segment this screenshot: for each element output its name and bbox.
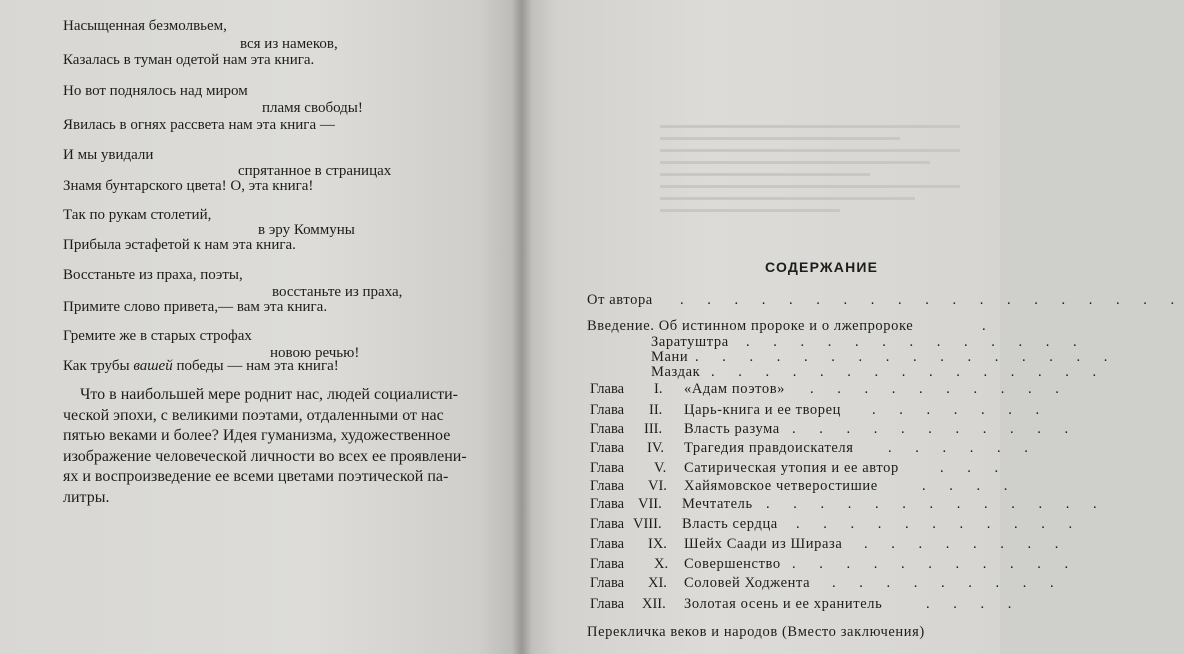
- leader-dots: .: [982, 318, 996, 334]
- chapter-label: Глава: [590, 460, 625, 476]
- chapter-title: Власть сердца: [682, 516, 778, 532]
- leader-dots: . . . .: [926, 596, 1022, 612]
- chapter-number: XII.: [642, 596, 666, 612]
- chapter-number: VIII.: [633, 516, 662, 532]
- chapter-label: Глава: [590, 402, 625, 418]
- show-through-text: [660, 116, 960, 226]
- prose-paragraph: [63, 385, 473, 508]
- leader-dots: . . . . . .: [888, 440, 1038, 456]
- toc-entry-author: От автора: [587, 292, 653, 308]
- leader-dots: . . . . . . . . . . .: [796, 516, 1083, 532]
- leader-dots: . . . . . . . . . . .: [792, 556, 1079, 572]
- toc-title: СОДЕРЖАНИЕ: [765, 259, 879, 275]
- chapter-number: IX.: [648, 536, 667, 552]
- leader-dots: . . . . . . . . . . . . .: [766, 496, 1107, 512]
- toc-sub-entry: Заратуштра: [651, 334, 729, 350]
- chapter-label: Глава: [590, 556, 625, 572]
- poem-line: Как трубы вашей победы — нам эта книга!: [63, 358, 339, 374]
- chapter-title: Соловей Ходжента: [684, 575, 811, 591]
- chapter-title: Сатирическая утопия и ее автор: [684, 460, 899, 476]
- poem-line: Знамя бунтарского цвета! О, эта книга!: [63, 178, 314, 194]
- chapter-title: Шейх Саади из Шираза: [684, 536, 843, 552]
- poem-line: И мы увидали: [63, 147, 154, 163]
- chapter-number: III.: [644, 421, 663, 437]
- chapter-number: V.: [654, 460, 667, 476]
- poem-line: Гремите же в старых строфах: [63, 328, 252, 344]
- poem-line: спрятанное в страницах: [238, 163, 392, 179]
- chapter-label: Глава: [590, 575, 625, 591]
- right-page: [520, 0, 1184, 654]
- prose-line: пятью веками и более? Идея гуманизма, художественное: [63, 427, 451, 444]
- chapter-title: Царь-книга и ее творец: [684, 402, 842, 418]
- prose-line: литры.: [63, 488, 110, 506]
- leader-dots: . . . . . . . . . . . . .: [746, 334, 1087, 350]
- chapter-label: Глава: [590, 516, 625, 532]
- toc-entry-conclusion: Перекличка веков и народов (Вместо заключения): [587, 624, 925, 640]
- poem-line: пламя свободы!: [262, 100, 363, 116]
- chapter-label: Глава: [590, 381, 625, 397]
- chapter-number: II.: [649, 402, 663, 418]
- poem-line: вся из намеков,: [240, 36, 338, 52]
- leader-dots: . . . . . . . . .: [832, 575, 1064, 591]
- leader-dots: . . . . . . . . . . . . . . . .: [695, 349, 1118, 365]
- chapter-label: Глава: [590, 536, 625, 552]
- prose-line: ях и воспроизведение ее всеми цветами поэтической па-: [63, 468, 449, 485]
- chapter-title: Совершенство: [684, 556, 781, 572]
- poem-line: Насыщенная безмолвьем,: [63, 18, 227, 34]
- chapter-title: Золотая осень и ее хранитель: [684, 596, 883, 612]
- chapter-label: Глава: [590, 421, 625, 437]
- poem-line: Явилась в огнях рассвета нам эта книга —: [63, 117, 335, 133]
- leader-dots: . . . . . . . .: [864, 536, 1069, 552]
- poem-line: Так по рукам столетий,: [63, 207, 212, 223]
- poem-line: Но вот поднялось над миром: [63, 83, 248, 99]
- toc-sub-entry: Мани: [651, 349, 689, 365]
- poem-line: Казалась в туман одетой нам эта книга.: [63, 52, 315, 68]
- poem-line: новою речью!: [270, 345, 360, 361]
- leader-dots: . . . . . . .: [872, 402, 1050, 418]
- leader-dots: . . . . . . . . . . .: [792, 421, 1079, 437]
- chapter-number: X.: [654, 556, 669, 572]
- chapter-label: Глава: [590, 440, 625, 456]
- chapter-title: «Адам поэтов»: [684, 381, 786, 397]
- book-gutter: [512, 0, 532, 654]
- leader-dots: . . .: [940, 460, 1009, 476]
- chapter-title: Трагедия правдоискателя: [684, 440, 854, 456]
- prose-line: ческой эпохи, с великими поэтами, отдаленными от нас: [63, 406, 444, 424]
- poem-line: Прибыла эстафетой к нам эта книга.: [63, 237, 296, 253]
- leader-dots: . . . . . . . . . . . . . . . . . . .: [680, 292, 1184, 308]
- chapter-number: XI.: [648, 575, 667, 591]
- chapter-number: VII.: [638, 496, 662, 512]
- prose-line: Что в наибольшей мере роднит нас, людей социалисти-: [80, 386, 458, 403]
- leader-dots: . . . . . . . . . .: [810, 381, 1069, 397]
- chapter-label: Глава: [590, 596, 625, 612]
- chapter-title: Мечтатель: [682, 496, 753, 512]
- chapter-label: Глава: [590, 478, 625, 494]
- poem-line: Восстаньте из праха, поэты,: [63, 267, 243, 283]
- leader-dots: . . . .: [922, 478, 1018, 494]
- poem-line: в эру Коммуны: [258, 222, 355, 238]
- chapter-number: VI.: [648, 478, 667, 494]
- toc-sub-entry: Маздак: [651, 364, 701, 380]
- poem-line: восстаньте из праха,: [272, 284, 403, 300]
- chapter-number: IV.: [647, 440, 665, 456]
- toc-entry-introduction: Введение. Об истинном пророке и о лжепророке: [587, 318, 914, 334]
- left-page: [0, 0, 520, 654]
- chapter-number: I.: [654, 381, 663, 397]
- leader-dots: . . . . . . . . . . . . . . .: [711, 364, 1107, 380]
- chapter-title: Власть разума: [684, 421, 780, 437]
- prose-line: изображение человеческой личности во всех ее проявлени-: [63, 447, 467, 465]
- chapter-label: Глава: [590, 496, 625, 512]
- poem-line: Примите слово привета,— вам эта книга.: [63, 299, 328, 315]
- chapter-title: Хайямовское четверостишие: [684, 478, 878, 494]
